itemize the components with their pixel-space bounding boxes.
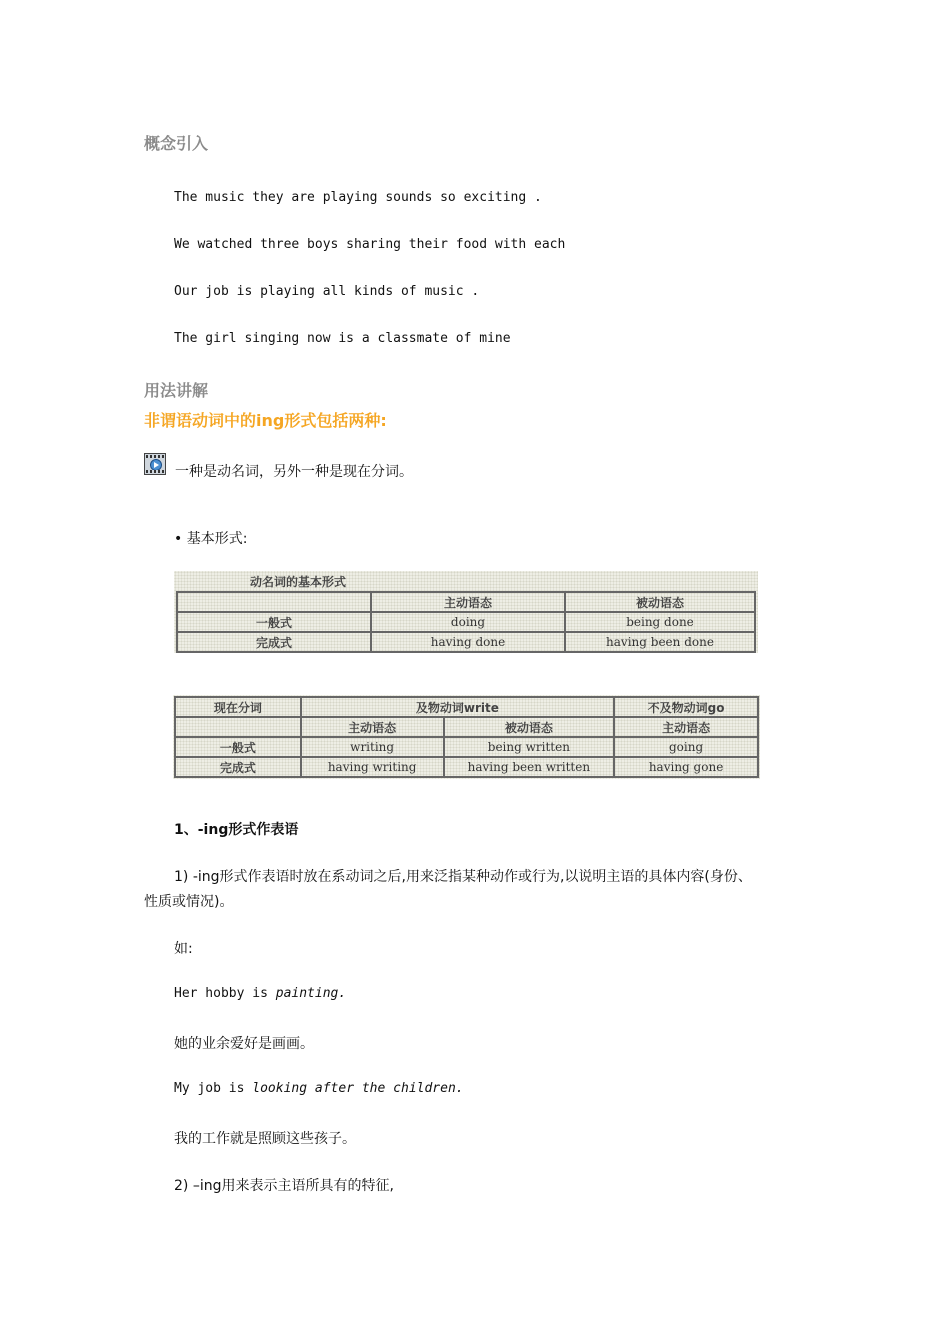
example-2-text: My job is bbox=[174, 1081, 253, 1096]
bullet-basic-form: • 基本形式: bbox=[174, 531, 248, 547]
example-sentence-2: We watched three boys sharing their food with each bbox=[174, 237, 566, 252]
table-cell: having writing bbox=[301, 757, 444, 777]
table-header-cell: 被动语态 bbox=[565, 592, 755, 612]
table-cell: 一般式 bbox=[177, 612, 371, 632]
table-caption: 动名词的基本形式 bbox=[250, 575, 347, 589]
table-cell: being done bbox=[565, 612, 755, 632]
section-heading-concept: 概念引入 bbox=[144, 134, 209, 153]
table-header-cell bbox=[177, 592, 371, 612]
table-cell: 一般式 bbox=[175, 737, 301, 757]
example-sentence-1: The music they are playing sounds so exciting . bbox=[174, 190, 542, 205]
table-cell: having done bbox=[371, 632, 565, 652]
table-cell: 完成式 bbox=[177, 632, 371, 652]
point-1-line-1: 1) -ing形式作表语时放在系动词之后,用来泛指某种动作或行为,以说明主语的具体内容(身份、 bbox=[174, 869, 752, 885]
participle-forms-table bbox=[173, 695, 760, 779]
table-cell: having been written bbox=[444, 757, 615, 777]
table-cell: writing bbox=[301, 737, 444, 757]
example-sentence-4: The girl singing now is a classmate of mine bbox=[174, 331, 511, 346]
section-heading-predicative: 1、-ing形式作表语 bbox=[174, 822, 299, 838]
table-cell: having gone bbox=[614, 757, 758, 777]
example-1-italic: painting. bbox=[275, 986, 347, 1001]
table-header-cell: 被动语态 bbox=[444, 717, 615, 737]
example-1-text: Her hobby is bbox=[174, 986, 276, 1001]
table-header-cell: 不及物动词go bbox=[614, 697, 758, 717]
example-2-italic: looking after the children. bbox=[252, 1081, 464, 1096]
table-header-cell: 及物动词write bbox=[301, 697, 614, 717]
table-cell bbox=[175, 717, 301, 737]
table-cell: doing bbox=[371, 612, 565, 632]
example-sentence-3: Our job is playing all kinds of music . bbox=[174, 284, 480, 299]
table-cell: 完成式 bbox=[175, 757, 301, 777]
example-label: 如: bbox=[174, 941, 193, 957]
table-header-cell: 主动语态 bbox=[614, 717, 758, 737]
gerund-forms-table bbox=[174, 571, 758, 653]
point-2: 2) –ing用来表示主语所具有的特征, bbox=[174, 1178, 394, 1194]
table-cell: being written bbox=[444, 737, 615, 757]
section-subheading-ing-forms: 非谓语动词中的ing形式包括两种: bbox=[144, 411, 387, 430]
point-1-line-2: 性质或情况)。 bbox=[144, 894, 234, 910]
section-heading-usage: 用法讲解 bbox=[144, 381, 209, 400]
video-icon[interactable] bbox=[144, 453, 166, 475]
table-header-cell: 现在分词 bbox=[175, 697, 301, 717]
intro-text: 一种是动名词，另外一种是现在分词。 bbox=[175, 464, 413, 480]
example-2-translation: 我的工作就是照顾这些孩子。 bbox=[174, 1131, 356, 1147]
table-cell: going bbox=[614, 737, 758, 757]
table-header-cell: 主动语态 bbox=[301, 717, 444, 737]
example-1-translation: 她的业余爱好是画画。 bbox=[174, 1036, 314, 1052]
example-1 bbox=[174, 986, 346, 1001]
table-cell: having been done bbox=[565, 632, 755, 652]
example-2 bbox=[174, 1081, 464, 1096]
table-header-cell: 主动语态 bbox=[371, 592, 565, 612]
